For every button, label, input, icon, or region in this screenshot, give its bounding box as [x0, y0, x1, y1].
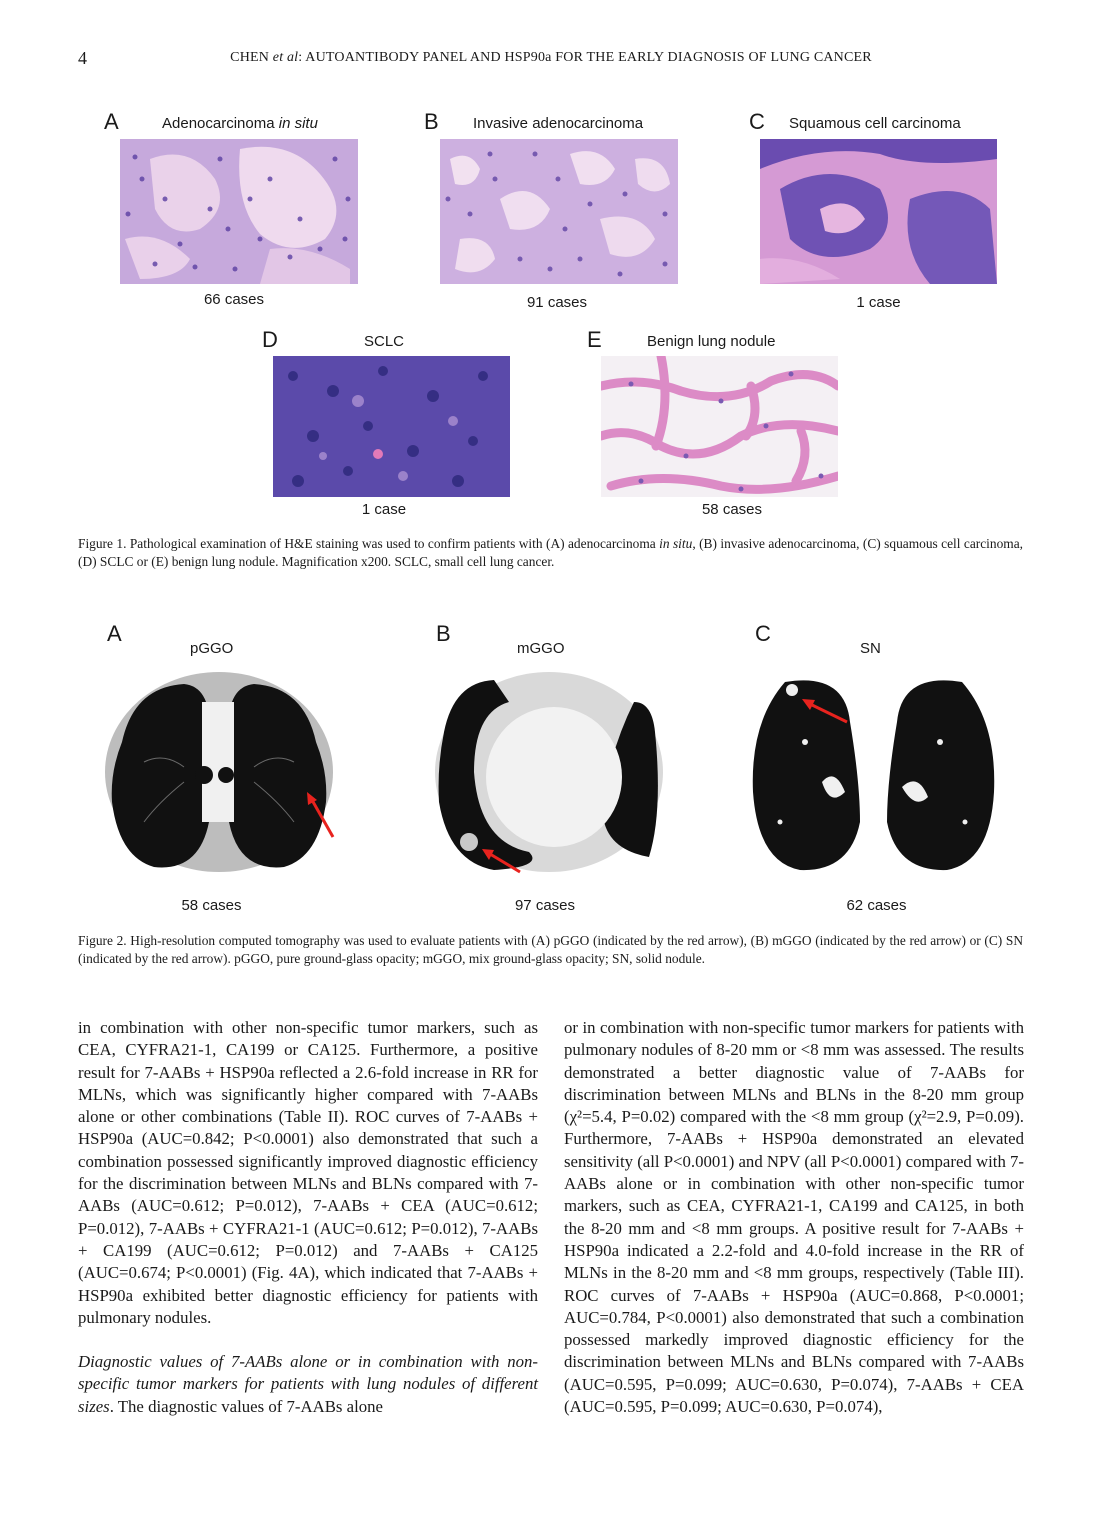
- fig2-panel-c-title: SN: [860, 640, 881, 657]
- body-left-column: [78, 1017, 538, 1418]
- fig1-panel-e-micrograph: [601, 356, 838, 497]
- fig1-panel-a-letter: A: [104, 109, 119, 134]
- paragraph-gap: [78, 1329, 538, 1351]
- fig1-panel-d-micrograph: [273, 356, 510, 497]
- fig2-panel-b-ct-scan: [434, 672, 665, 875]
- fig1-panel-c-micrograph: [760, 139, 997, 284]
- fig1-panel-a-title-italic: in situ: [278, 115, 318, 132]
- figure-1-caption-part2: , (B) invasive adenocarcinoma, (C) squamous cell carcinoma, (D) SCLC or (E) benign lung nodule. Magnification x200. SCLC, small cell lung cancer.: [78, 536, 1023, 569]
- fig1-panel-e-cases: 58 cases: [701, 501, 763, 518]
- body-right-column: [564, 1017, 1024, 1418]
- fig1-panel-e-title: Benign lung nodule: [647, 333, 776, 350]
- fig2-panel-c-ct-scan: [750, 672, 997, 875]
- running-head: [0, 50, 1102, 66]
- page-number: 4: [78, 48, 87, 68]
- fig1-panel-d-letter: D: [262, 327, 278, 352]
- body-left-paragraph-2-text: . The diagnostic values of 7-AABs alone: [109, 1396, 383, 1416]
- figure-2-caption: Figure 2. High-resolution computed tomography was used to evaluate patients with (A) pGGO (indicated by the red arrow), (B) mGGO (indicated by the red arrow) or (C) SN (indicated by the red arrow). pGGO, pure ground-glass opacity; mGGO, mix ground-glass opacity; SN, solid nodule.: [78, 933, 1023, 966]
- fig2-panel-b-title: mGGO: [517, 640, 565, 657]
- fig1-panel-d-title: SCLC: [364, 333, 405, 350]
- fig2-panel-a-letter: A: [107, 621, 122, 646]
- running-head-etal: et al: [269, 50, 299, 65]
- figure-1-caption-part1: Figure 1. Pathological examination of H&E staining was used to confirm patients with (A) adenocarcinoma: [78, 536, 660, 551]
- fig2-panel-c-cases: 62 cases: [846, 897, 907, 914]
- running-head-author: CHEN: [230, 50, 270, 65]
- fig1-panel-c-title: Squamous cell carcinoma: [789, 115, 961, 132]
- fig2-panel-c-letter: C: [755, 621, 771, 646]
- figure-1-caption: [78, 535, 1023, 570]
- fig1-panel-a-micrograph: [120, 139, 358, 284]
- fig1-panel-c-letter: C: [749, 109, 765, 134]
- fig2-panel-b-cases: 97 cases: [514, 897, 576, 914]
- fig1-panel-b-micrograph: [440, 139, 678, 284]
- fig2-panel-b-letter: B: [436, 621, 451, 646]
- body-left-paragraph-1: in combination with other non-specific tumor markers, such as CEA, CYFRA21-1, CA199 or CA125. Furthermore, a positive result for 7-AABs + HSP90a reflected a 2.6-fold increase in RR for MLNs, which was significantly higher compared with 7-AABs alone or other combinations (Table II). ROC curves of 7-AABs + HSP90a (AUC=0.842; P<0.0001) also demonstrated that such a combination possessed significantly improved diagnostic efficiency for the discrimination between MLNs and BLNs compared with 7-AABs (AUC=0.612; P=0.012), 7-AABs + CEA (AUC=0.612; P=0.012), 7-AABs + CYFRA21-1 (AUC=0.612; P=0.012), 7-AABs + CA199 (AUC=0.612; P=0.012) and 7-AABs + CA125 (AUC=0.674; P<0.0001) (Fig. 4A), which indicated that 7-AABs + HSP90a exhibited better diagnostic efficiency for patients with pulmonary nodules.: [78, 1018, 538, 1327]
- fig1-panel-b-letter: B: [424, 109, 439, 134]
- fig1-panel-e-letter: E: [587, 327, 602, 352]
- fig1-panel-a-cases: 66 cases: [203, 291, 265, 308]
- fig1-panel-a-title-main: Adenocarcinoma: [162, 115, 279, 132]
- fig2-panel-a-title: pGGO: [190, 640, 234, 657]
- fig2-panel-a-cases: 58 cases: [181, 897, 242, 914]
- fig2-panel-a-ct-scan: [104, 672, 335, 875]
- running-head-title: : AUTOANTIBODY PANEL AND HSP90a FOR THE EARLY DIAGNOSIS OF LUNG CANCER: [298, 50, 872, 65]
- fig1-panel-a-title: [162, 115, 318, 132]
- fig1-panel-c-cases: 1 case: [856, 294, 901, 311]
- figure-1-caption-italic: in situ: [659, 536, 693, 551]
- fig1-panel-b-title: Invasive adenocarcinoma: [473, 115, 644, 132]
- fig1-panel-b-cases: 91 cases: [526, 294, 588, 311]
- body-right-paragraph-1: or in combination with non-specific tumor markers for patients with pulmonary nodules of 8-20 mm or <8 mm was assessed. The results demonstrated a better diagnostic value of 7-AABs for discrimination between MLNs and BLNs in the 8-20 mm group (χ²=5.4, P=0.02) compared with the <8 mm group (χ²=2.9, P=0.09). Furthermore, 7-AABs + HSP90a demonstrated an elevated sensitivity (all P<0.0001) and NPV (all P<0.0001) compared with 7-AABs alone or in combination with other non-specific tumor markers, such as CEA, CYFRA21-1, CA199 and CA125, in both the 8-20 mm and <8 mm groups. A positive result for 7-AABs + HSP90a indicated a 2.2-fold and 4.0-fold increase in the RR of MLNs in the 8-20 mm and <8 mm groups, respectively (Table III). ROC curves of 7-AABs + HSP90a (AUC=0.868, P<0.0001; AUC=0.784, P<0.0001) also demonstrated that such a combination possessed markedly improved diagnostic efficiency for the discrimination between MLNs and BLNs compared with 7-AABs (AUC=0.595, P=0.099; AUC=0.630, P=0.074), 7-AABs + CEA (AUC=0.595, P=0.099; AUC=0.630, P=0.074),: [564, 1018, 1025, 1417]
- fig1-panel-d-cases: 1 case: [361, 501, 407, 518]
- section-heading: Diagnostic values of 7-AABs alone or in combination with non-specific tumor markers for patients with lung nodules of different sizes: [78, 1352, 538, 1416]
- body-left-paragraph-2: [78, 1351, 538, 1418]
